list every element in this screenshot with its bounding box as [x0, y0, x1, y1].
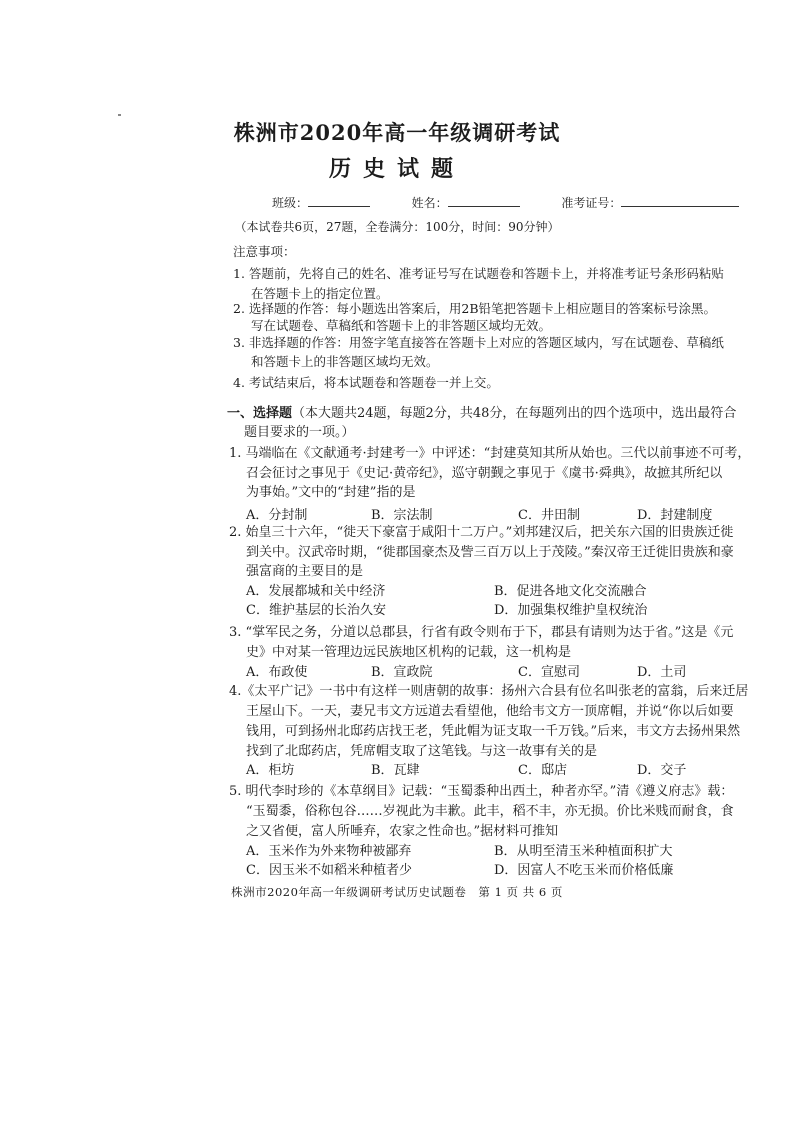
question-5-option-b: B．从明至清玉米种植面积扩大 — [494, 844, 673, 859]
question-1-line: 1. 马端临在《文献通考·封建考一》中评述：“封建莫知其所从始也。三代以前事迹不可考， — [229, 446, 751, 461]
exam-no-blank — [621, 194, 739, 207]
question-4-line: 钱用，可到扬州北邸药店找王老，凭此帽为证支取一千万钱。”后来，韦文方去扬州果然 — [246, 724, 741, 739]
question-5-line: 之又省便，富人所唾弃，农家之性命也。”据材料可推知 — [246, 824, 559, 839]
exam-no-label: 准考证号： — [561, 196, 622, 210]
scan-speck — [118, 114, 121, 116]
question-1-line: 为事始。”文中的“封建”指的是 — [246, 485, 416, 500]
section1-heading — [227, 402, 736, 421]
question-1-option-d: D．封建制度 — [637, 508, 713, 523]
note-line: 2. 选择题的作答：每小题选出答案后，用2B铅笔把答题卡上相应题目的答案标号涂黑。 — [233, 301, 717, 316]
question-1-option-a: A．分封制 — [246, 508, 308, 523]
question-5-line: “玉蜀黍，俗称包谷……岁视此为丰歉。此丰，稻不丰，亦无损。价比米贱而耐食，食 — [246, 804, 734, 819]
note-line: 3. 非选择题的作答：用签字笔直接答在答题卡上对应的答题区域内，写在试题卷、草稿纸 — [233, 335, 724, 350]
question-2-line: 2. 始皇三十六年，“徙天下豪富于咸阳十二万户。”刘邦建汉后，把关东六国的旧贵族迁徙 — [229, 525, 734, 540]
exam-subtitle: 历史试题 — [328, 156, 465, 182]
question-2-line: 到关中。汉武帝时期，“徙郡国豪杰及訾三百万以上于茂陵。”秦汉帝王迁徙旧贵族和豪 — [246, 545, 734, 560]
question-4-option-b: B．瓦肆 — [371, 763, 420, 778]
question-4-line: 4.《太平广记》一书中有这样一则唐朝的故事：扬州六合县有位名叫张老的富翁，后来迁居 — [229, 684, 749, 699]
exam-info: （本试卷共6页，27题，全卷满分：100分，时间：90分钟） — [234, 220, 560, 234]
exam-title: 株洲市2020年高一年级调研考试 — [233, 120, 561, 145]
question-5-line: 5. 明代李时珍的《本草纲目》记载：“玉蜀黍种出西土，种者亦罕。”清《遵义府志》载： — [229, 784, 734, 799]
question-3-option-d: D．土司 — [637, 665, 687, 680]
question-3-line: 史》中对某一管理边远民族地区机构的记载，这一机构是 — [246, 645, 572, 660]
note-line: 4. 考试结束后，将本试题卷和答题卷一并上交。 — [233, 375, 499, 390]
class-blank — [308, 194, 370, 207]
question-4-option-c: C．邸店 — [518, 763, 567, 778]
note-line: 和答题卡上的非答题区域均无效。 — [251, 354, 439, 369]
question-1-option-c: C．井田制 — [518, 508, 580, 523]
question-2-option-c: C．维护基层的长治久安 — [246, 603, 386, 618]
question-3-option-b: B．宣政院 — [371, 665, 433, 680]
question-4-line: 找到了北邸药店，凭席帽支取了这笔钱。与这一故事有关的是 — [246, 744, 598, 759]
question-1-line: 召会征讨之事见于《史记·黄帝纪》，巡守朝觐之事见于《虞书·舜典》，故摭其所纪以 — [246, 466, 723, 481]
question-5-option-a: A．玉米作为外来物种被鄙弃 — [246, 844, 412, 859]
note-line: 在答题卡上的指定位置。 — [251, 286, 389, 301]
question-2-option-d: D．加强集权维护皇权统治 — [494, 603, 648, 618]
name-blank — [448, 194, 520, 207]
question-2-option-b: B．促进各地文化交流融合 — [494, 584, 647, 599]
section1-heading-line2: 题目要求的一项。） — [244, 425, 355, 440]
question-3-option-a: A．布政使 — [246, 665, 308, 680]
note-line: 1. 答题前，先将自己的姓名、准考证号写在试题卷和答题卡上，并将准考证号条形码粘贴 — [233, 266, 724, 281]
section1-heading-rest: （本大题共24题，每题2分，共48分，在每题列出的四个选项中，选出最符合 — [292, 406, 737, 421]
question-3-line: 3. “掌军民之务，分道以总郡县，行省有政令则布于下，郡县有请则为达于省。”这是《元 — [229, 625, 734, 640]
student-fields — [272, 194, 739, 211]
question-1-option-b: B．宗法制 — [371, 508, 433, 523]
question-2-option-a: A．发展都城和关中经济 — [246, 584, 386, 599]
question-2-line: 强富商的主要目的是 — [246, 564, 364, 579]
question-4-line: 王屋山下。一天，妻兄韦文方远道去看望他，他给韦文方一顶席帽，并说“你以后如要 — [246, 704, 734, 719]
question-4-option-a: A．柜坊 — [246, 763, 295, 778]
page-footer: 株洲市2020年高一年级调研考试历史试题卷 第 1 页 共 6 页 — [231, 885, 563, 899]
section1-heading-bold: 一、选择题 — [227, 406, 293, 421]
name-label: 姓名： — [411, 196, 448, 210]
note-line: 写在试题卷、草稿纸和答题卡上的非答题区域均无效。 — [251, 318, 552, 333]
class-label: 班级： — [272, 196, 309, 210]
notes-heading: 注意事项： — [233, 244, 296, 259]
question-5-option-c: C．因玉米不如稻米种植者少 — [246, 863, 412, 878]
question-4-option-d: D．交子 — [637, 763, 687, 778]
question-3-option-c: C．宣慰司 — [518, 665, 580, 680]
question-5-option-d: D．因富人不吃玉米而价格低廉 — [494, 863, 674, 878]
